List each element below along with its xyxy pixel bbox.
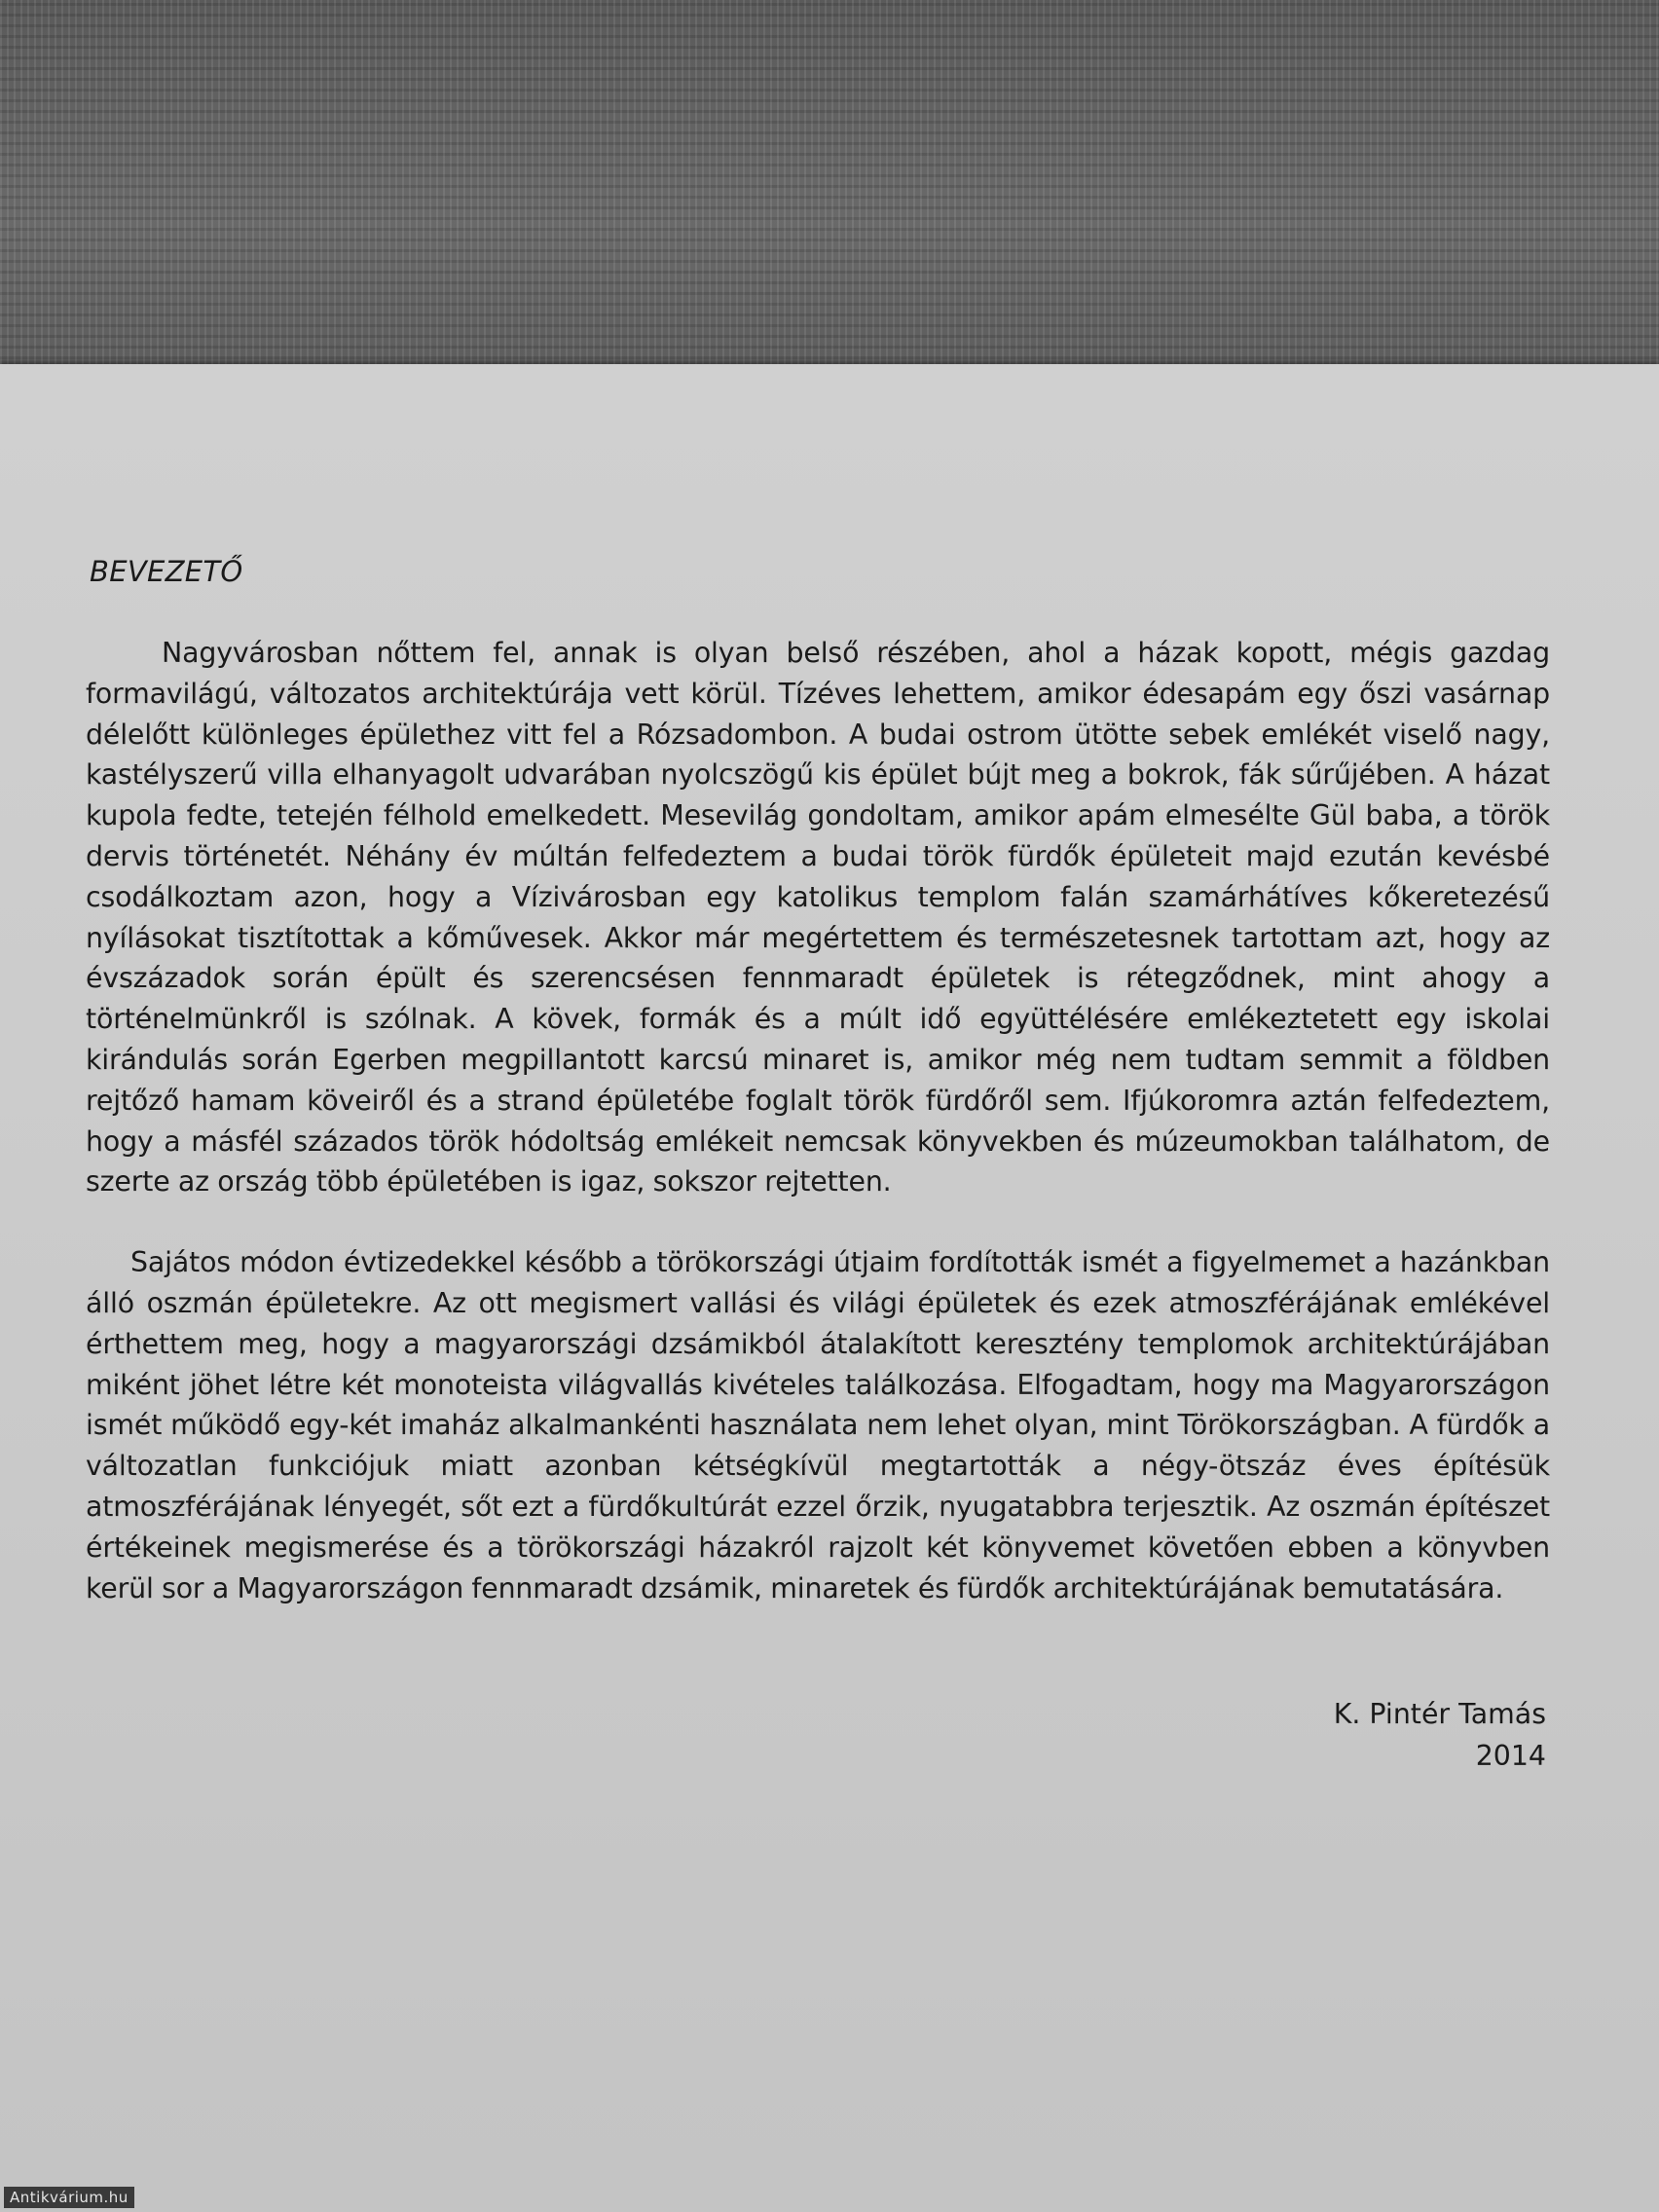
paragraph-1: Nagyvárosban nőttem fel, annak is olyan belső részében, ahol a házak kopott, mégis gazdag formavilágú, változatos architektúrája vett körül. Tízéves lehettem, amikor édesapám egy őszi vasárnap délelőtt különleges épülethez vitt fel a Rózsadombon. A budai ostrom ütötte sebek emlékét viselő nagy, kastélyszerű villa elhanyagolt udvarában nyolcszögű kis épület bújt meg a bokrok, fák sűrűjében. A házat kupola fedte, tetején félhold emelkedett. Mesevilág gondoltam, amikor apám elmeséltе Gül baba, a török dervis történetét. Néhány év múltán felfedeztem a budai török fürdők épületeit majd ezután kevésbé csodálkoztam azon, hogy a Vízivárosban egy katolikus templom falán szamárhátíves kőkeretezésű nyílásokat tisztítottak a kőművesek. Akkor már megértettem és természetesnek tartottam azt, hogy az évszázadok során épült és szerencsésen fennmaradt épületek is rétegződnek, mint ahogy a történelmünkről is szólnak. A kövek, formák és a múlt idő együttélésére emlékeztetett egy iskolai kirándulás során Egerben megpillantott karcsú minaret is, amikor még nem tudtam semmit a földben rejtőző hamam köveiről és a strand épületébe foglalt török fürdőről sem. Ifjúkoromra aztán felfedeztem, hogy a másfél százados török hódoltság emlékeit nemcsak könyvekben és múzeumokban találhatom, de szerte az ország több épületében is igaz, sokszor rejtetten. xyxy=(86,637,1550,1198)
body-text xyxy=(86,633,1550,1608)
page-title: BEVEZETŐ xyxy=(90,555,243,588)
book-page xyxy=(0,364,1659,2212)
site-watermark: Antikvárium.hu xyxy=(4,2187,134,2208)
signature-block xyxy=(1334,1693,1546,1777)
author-name: K. Pintér Tamás xyxy=(1333,1698,1546,1730)
paragraph-2: Sajátos módon évtizedekkel később a törökországi útjaim fordították ismét a figyelmemet a hazánkban álló oszmán épületekre. Az ott megismert vallási és világi épületek és ezek atmoszférájának emlékével érthettem meg, hogy a magyarországi dzsámikból átalakított keresztény templomok architektúrájában miként jöhet létre két monoteista világvallás kivételes találkozása. Elfogadtam, hogy ma Magyarországon ismét működő egy-két imaház alkalmankénti használata nem lehet olyan, mint Törökországban. A fürdők a változatlan funkciójuk miatt azonban kétségkívül megtartották a négy-ötszáz éves építésük atmoszférájának lényegét, sőt ezt a fürdőkultúrát ezzel őrzik, nyugatabbra terjesztik. Az oszmán építészet értékeinek megismerése és a törökországi házakról rajzolt két könyvemet követően ebben a könyvben kerül sor a Magyarországon fennmaradt dzsámik, minaretek és fürdők architektúrájának bemutatására. xyxy=(86,1246,1550,1604)
background-surface xyxy=(0,0,1659,370)
signature-year: 2014 xyxy=(1475,1740,1546,1772)
